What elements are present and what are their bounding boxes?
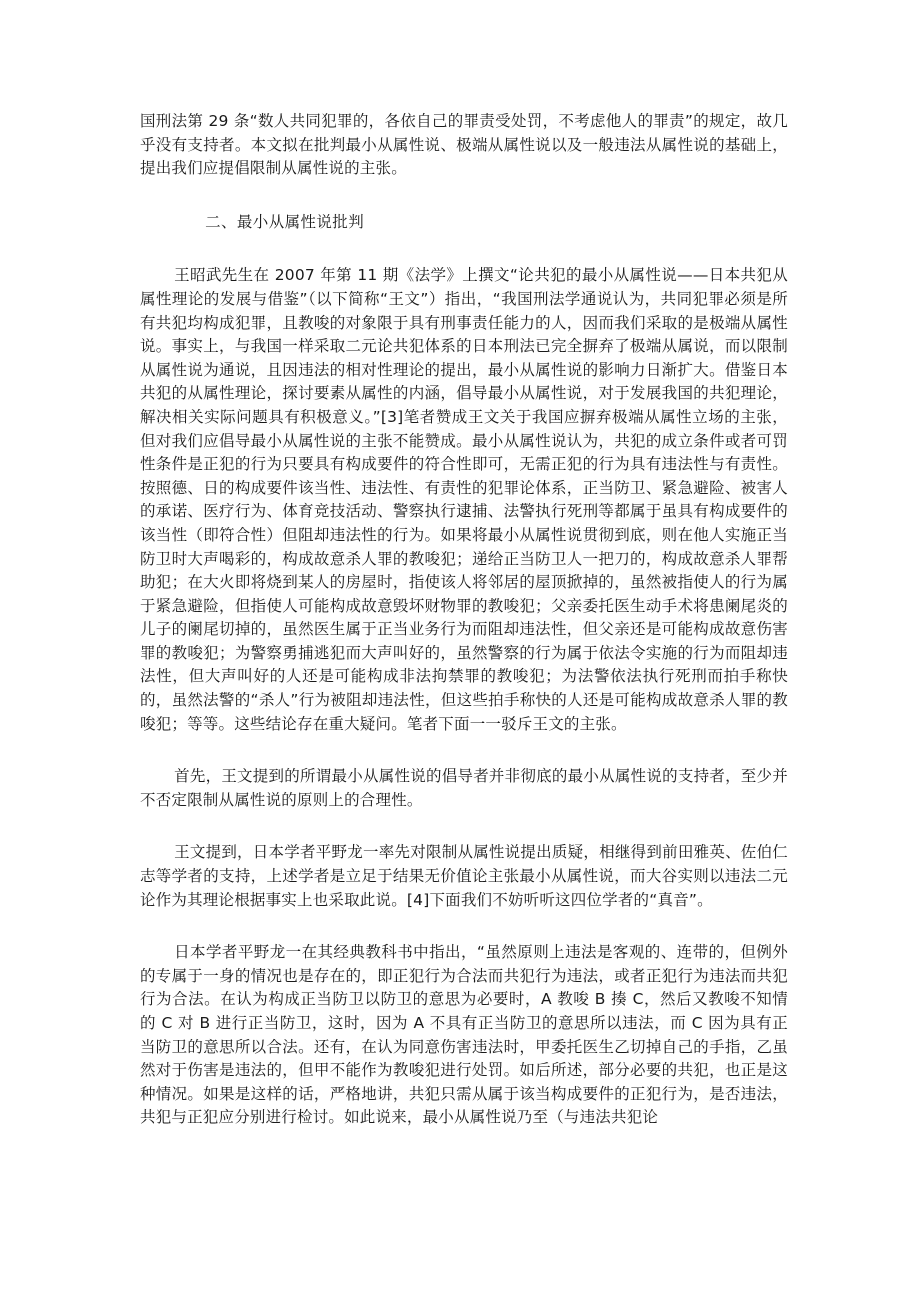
body-paragraph-4: 日本学者平野龙一在其经典教科书中指出，“虽然原则上违法是客观的、连带的，但例外的专属于一身的情况也是存在的，即正犯行为合法而共犯行为违法，或者正犯行为违法而共犯行为合法。在认为构成正当防卫以防卫的意思为必要时，A 教唆 B 揍 C，然后又教唆不知情的 C 对 B 进行正当防卫，这时，因为 A 不具有正当防卫的意思所以违法，而 C 因为具有正当防卫的意思所以合法。还有，在认为同意伤害违法时，甲委托医生乙切掉自己的手指，乙虽然对于伤害是违法的，但甲不能作为教唆犯进行处罚。如后所述，部分必要的共犯，也正是这种情况。如果是这样的话，严格地讲，共犯只需从属于该当构成要件的正犯行为，是否违法，共犯与正犯应分别进行检讨。如此说来，最小从属性说乃至（与违法共犯论 [140,943,788,1127]
body-paragraph-2: 首先，王文提到的所谓最小从属性说的倡导者并非彻底的最小从属性说的支持者，至少并不否定限制从属性说的原则上的合理性。 [140,767,788,809]
document-page [140,110,788,1130]
body-paragraph-3: 王文提到，日本学者平野龙一率先对限制从属性说提出质疑，相继得到前田雅英、佐伯仁志等学者的支持，上述学者是立足于结果无价值论主张最小从属性说，而大谷实则以违法二元论作为其理论根据事实上也采取此说。[4]下面我们不妨听听这四位学者的“真音”。 [140,843,788,909]
intro-paragraph: 国刑法第 29 条“数人共同犯罪的，各依自己的罪责受处罚，不考虑他人的罪责”的规定，故几乎没有支持者。本文拟在批判最小从属性说、极端从属性说以及一般违法从属性说的基础上，提出我们应提倡限制从属性说的主张。 [140,112,788,178]
body-paragraph-1: 王昭武先生在 2007 年第 11 期《法学》上撰文“论共犯的最小从属性说——日本共犯从属性理论的发展与借鉴”（以下简称“王文”）指出，“我国刑法学通说认为，共同犯罪必须是所有共犯均构成犯罪，且教唆的对象限于具有刑事责任能力的人，因而我们采取的是极端从属性说。事实上，与我国一样采取二元论共犯体系的日本刑法已完全摒弃了极端从属说，而以限制从属性说为通说，且因违法的相对性理论的提出，最小从属性说的影响力日渐扩大。借鉴日本共犯的从属性理论，探讨要素从属性的内涵，倡导最小从属性说，对于发展我国的共犯理论，解决相关实际问题具有积极意义。”[3]笔者赞成王文关于我国应摒弃极端从属性立场的主张，但对我们应倡导最小从属性说的主张不能赞成。最小从属性说认为，共犯的成立条件或者可罚性条件是正犯的行为只要具有构成要件的符合性即可，无需正犯的行为具有违法性与有责性。按照德、日的构成要件该当性、违法性、有责性的犯罪论体系，正当防卫、紧急避险、被害人的承诺、医疗行为、体育竞技活动、警察执行逮捕、法警执行死刑等都属于虽具有构成要件的该当性（即符合性）但阻却违法性的行为。如果将最小从属性说贯彻到底，则在他人实施正当防卫时大声喝彩的，构成故意杀人罪的教唆犯；递给正当防卫人一把刀的，构成故意杀人罪帮助犯；在大火即将烧到某人的房屋时，指使该人将邻居的屋顶掀掉的，虽然被指使人的行为属于紧急避险，但指使人可能构成故意毁坏财物罪的教唆犯；父亲委托医生动手术将患阑尾炎的儿子的阑尾切掉的，虽然医生属于正当业务行为而阻却违法性，但父亲还是可能构成故意伤害罪的教唆犯；为警察勇捕逃犯而大声叫好的，虽然警察的行为属于依法令实施的行为而阻却违法性，但大声叫好的人还是可能构成非法拘禁罪的教唆犯；为法警依法执行死刑而拍手称快的，虽然法警的“杀人”行为被阻却违法性，但这些拍手称快的人还是可能构成故意杀人罪的教唆犯；等等。这些结论存在重大疑问。笔者下面一一驳斥王文的主张。 [140,266,788,733]
section-heading: 二、最小从属性说批判 [205,212,365,231]
